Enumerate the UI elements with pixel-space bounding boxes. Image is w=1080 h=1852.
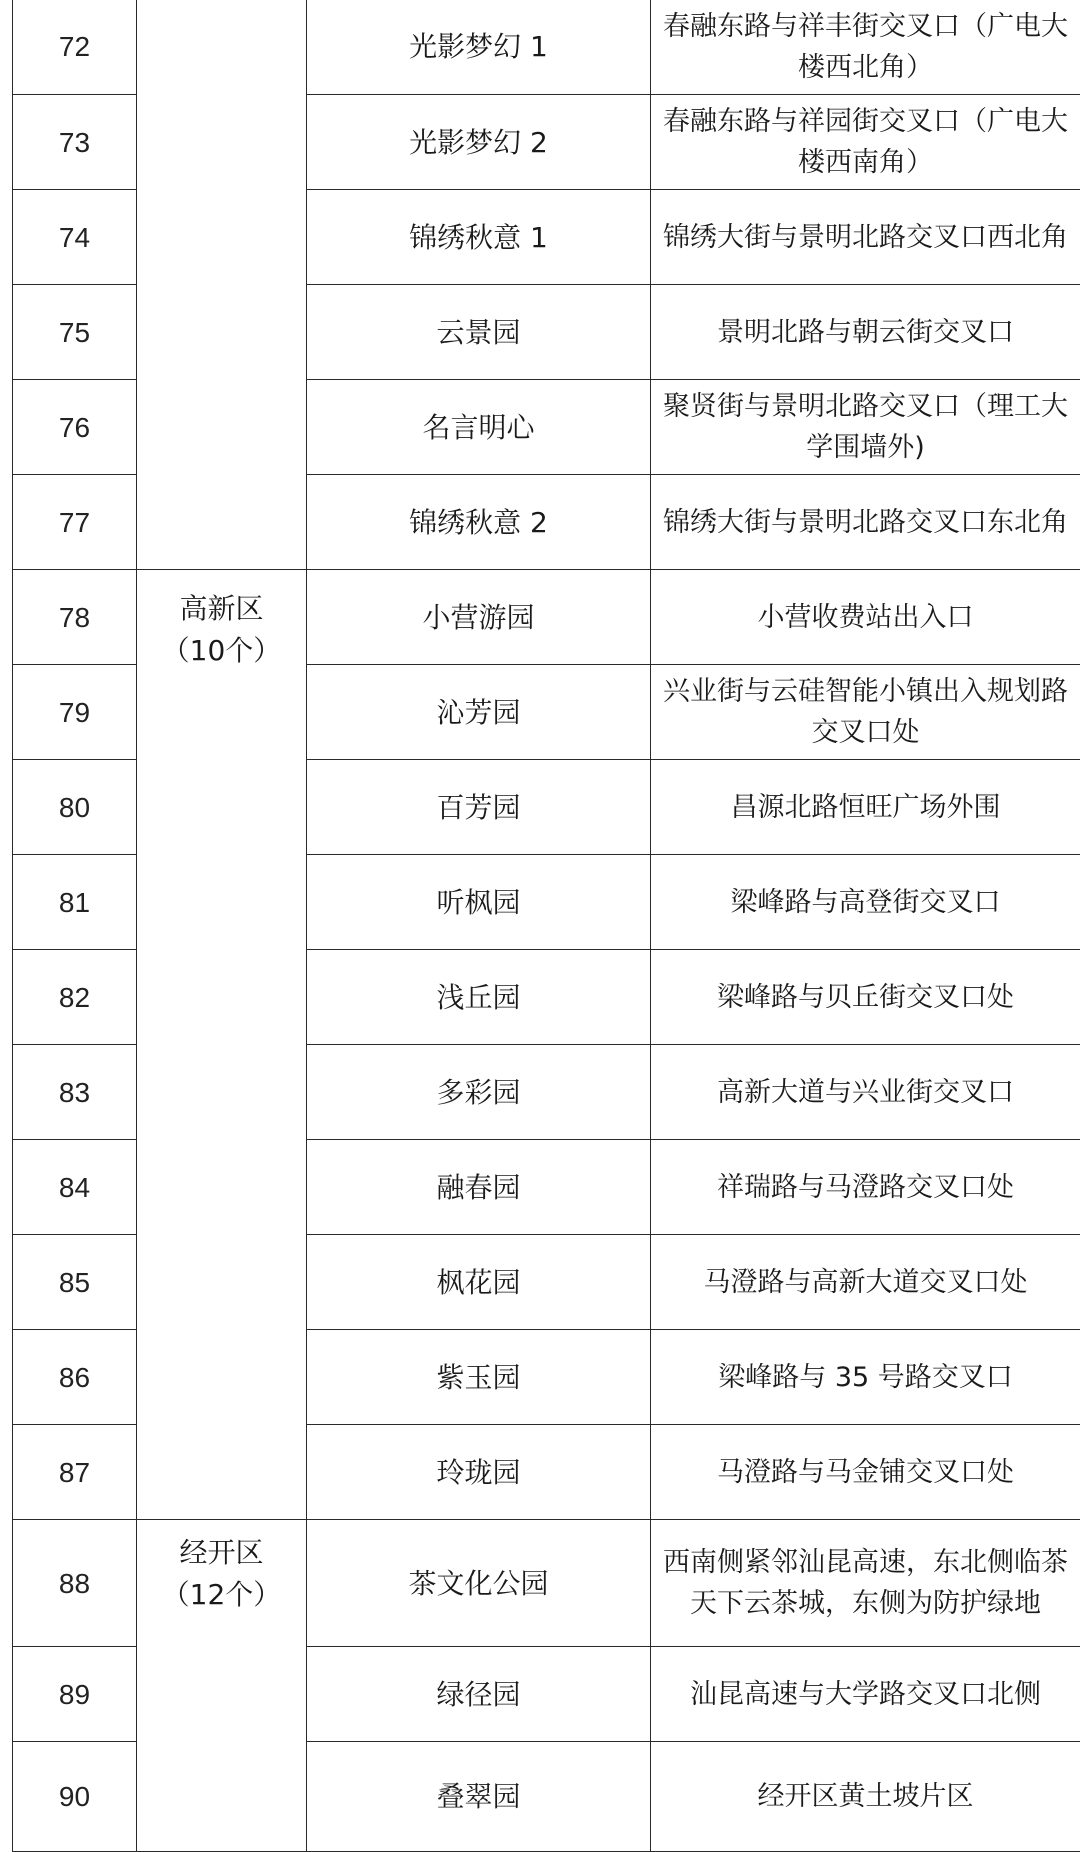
park-name: 名言明心 bbox=[307, 380, 651, 475]
row-number: 72 bbox=[13, 0, 137, 95]
park-location: 聚贤街与景明北路交叉口（理工大学围墙外) bbox=[651, 380, 1080, 475]
park-name: 光影梦幻 1 bbox=[307, 0, 651, 95]
park-location: 春融东路与祥丰街交叉口（广电大楼西北角） bbox=[651, 0, 1080, 95]
park-location: 汕昆高速与大学路交叉口北侧 bbox=[651, 1647, 1080, 1742]
row-number: 77 bbox=[13, 475, 137, 570]
park-location: 梁峰路与高登街交叉口 bbox=[651, 855, 1080, 950]
park-location: 梁峰路与 35 号路交叉口 bbox=[651, 1330, 1080, 1425]
park-name: 融春园 bbox=[307, 1140, 651, 1235]
park-location: 高新大道与兴业街交叉口 bbox=[651, 1045, 1080, 1140]
row-number: 83 bbox=[13, 1045, 137, 1140]
row-number: 86 bbox=[13, 1330, 137, 1425]
park-name: 紫玉园 bbox=[307, 1330, 651, 1425]
park-list-table bbox=[12, 0, 1080, 1852]
district-count: （12个） bbox=[137, 1574, 306, 1616]
row-number: 76 bbox=[13, 380, 137, 475]
district-cell bbox=[137, 0, 307, 570]
row-number: 90 bbox=[13, 1742, 137, 1852]
park-name: 锦绣秋意 2 bbox=[307, 475, 651, 570]
park-location: 西南侧紧邻汕昆高速，东北侧临茶天下云茶城，东侧为防护绿地 bbox=[651, 1520, 1080, 1647]
park-name: 沁芳园 bbox=[307, 665, 651, 760]
park-location: 马澄路与高新大道交叉口处 bbox=[651, 1235, 1080, 1330]
park-name: 叠翠园 bbox=[307, 1742, 651, 1852]
district-label: 经开区 bbox=[137, 1532, 306, 1574]
park-location: 经开区黄土坡片区 bbox=[651, 1742, 1080, 1852]
park-name: 百芳园 bbox=[307, 760, 651, 855]
park-name: 绿径园 bbox=[307, 1647, 651, 1742]
row-number: 88 bbox=[13, 1520, 137, 1647]
row-number: 84 bbox=[13, 1140, 137, 1235]
row-number: 78 bbox=[13, 570, 137, 665]
park-name: 浅丘园 bbox=[307, 950, 651, 1045]
district-cell bbox=[137, 570, 307, 1520]
table-row bbox=[13, 570, 1080, 665]
park-name: 听枫园 bbox=[307, 855, 651, 950]
park-name: 茶文化公园 bbox=[307, 1520, 651, 1647]
district-label: 高新区 bbox=[137, 588, 306, 630]
park-name: 云景园 bbox=[307, 285, 651, 380]
row-number: 85 bbox=[13, 1235, 137, 1330]
row-number: 81 bbox=[13, 855, 137, 950]
park-location: 昌源北路恒旺广场外围 bbox=[651, 760, 1080, 855]
park-name: 玲珑园 bbox=[307, 1425, 651, 1520]
park-location: 春融东路与祥园街交叉口（广电大楼西南角） bbox=[651, 95, 1080, 190]
park-location: 小营收费站出入口 bbox=[651, 570, 1080, 665]
row-number: 73 bbox=[13, 95, 137, 190]
park-name: 多彩园 bbox=[307, 1045, 651, 1140]
park-location: 锦绣大街与景明北路交叉口东北角 bbox=[651, 475, 1080, 570]
table-row bbox=[13, 0, 1080, 95]
park-name: 光影梦幻 2 bbox=[307, 95, 651, 190]
row-number: 82 bbox=[13, 950, 137, 1045]
park-location: 兴业街与云硅智能小镇出入规划路交叉口处 bbox=[651, 665, 1080, 760]
table-row bbox=[13, 1520, 1080, 1647]
district-count: （10个） bbox=[137, 630, 306, 672]
park-name: 枫花园 bbox=[307, 1235, 651, 1330]
row-number: 80 bbox=[13, 760, 137, 855]
park-location: 景明北路与朝云街交叉口 bbox=[651, 285, 1080, 380]
district-cell bbox=[137, 1520, 307, 1852]
row-number: 89 bbox=[13, 1647, 137, 1742]
park-location: 梁峰路与贝丘街交叉口处 bbox=[651, 950, 1080, 1045]
row-number: 75 bbox=[13, 285, 137, 380]
row-number: 79 bbox=[13, 665, 137, 760]
park-location: 祥瑞路与马澄路交叉口处 bbox=[651, 1140, 1080, 1235]
park-location: 锦绣大街与景明北路交叉口西北角 bbox=[651, 190, 1080, 285]
park-location: 马澄路与马金铺交叉口处 bbox=[651, 1425, 1080, 1520]
row-number: 74 bbox=[13, 190, 137, 285]
park-name: 锦绣秋意 1 bbox=[307, 190, 651, 285]
park-name: 小营游园 bbox=[307, 570, 651, 665]
row-number: 87 bbox=[13, 1425, 137, 1520]
